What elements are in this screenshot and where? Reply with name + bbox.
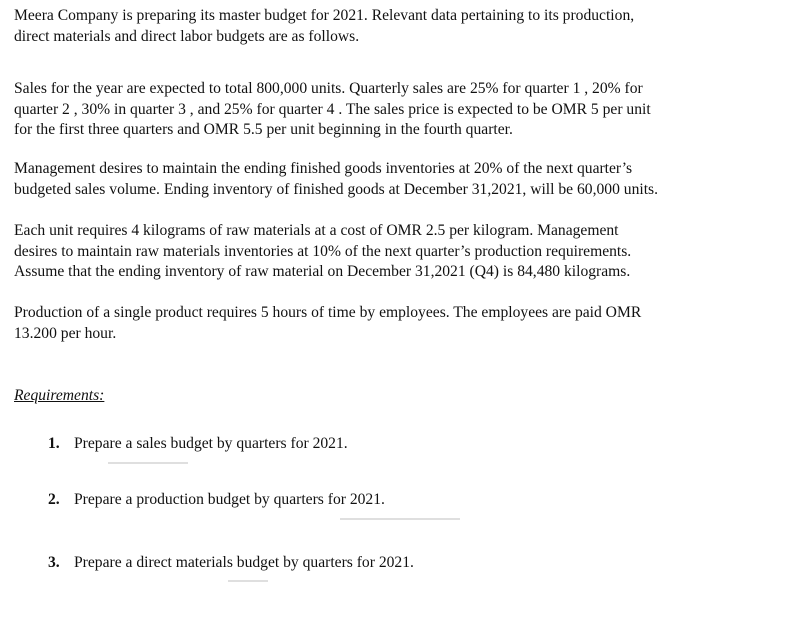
- requirement-number: 1.: [48, 435, 60, 452]
- requirement-item: [48, 434, 348, 454]
- finished-goods-paragraph: [14, 159, 794, 200]
- intro-paragraph: [14, 6, 794, 47]
- requirement-item: [48, 490, 385, 510]
- text-line: Each unit requires 4 kilograms of raw materials at a cost of OMR 2.5 per kilogram. Management: [14, 222, 619, 239]
- scan-smudge: [340, 518, 460, 520]
- raw-materials-paragraph: [14, 221, 794, 283]
- requirement-item: [48, 553, 414, 573]
- requirement-text: Prepare a direct materials budget by quarters for 2021.: [74, 554, 414, 571]
- requirement-number: 3.: [48, 554, 60, 571]
- requirement-text: Prepare a production budget by quarters for 2021.: [74, 491, 385, 508]
- text-line: Assume that the ending inventory of raw material on December 31,2021 (Q4) is 84,480 kilograms.: [14, 263, 631, 280]
- scan-smudge: [108, 462, 188, 464]
- text-line: direct materials and direct labor budgets are as follows.: [14, 27, 360, 45]
- text-line: desires to maintain raw materials inventories at 10% of the next quarter’s production requirements.: [14, 242, 632, 260]
- requirements-heading: Requirements:: [14, 387, 105, 404]
- text-line: Sales for the year are expected to total 800,000 units. Quarterly sales are 25% for quarter 1 , 20% for: [14, 80, 643, 97]
- requirement-number: 2.: [48, 491, 60, 508]
- text-line: for the first three quarters and OMR 5.5 per unit beginning in the fourth quarter.: [14, 121, 513, 138]
- text-line: Production of a single product requires 5 hours of time by employees. The employees are paid OMR: [14, 304, 642, 321]
- labor-paragraph: [14, 303, 794, 344]
- scan-smudge: [228, 580, 268, 582]
- text-line: 13.200 per hour.: [14, 324, 117, 342]
- text-line: quarter 2 , 30% in quarter 3 , and 25% for quarter 4 . The sales price is expected to be OMR 5 per unit: [14, 100, 651, 118]
- text-line: Management desires to maintain the ending finished goods inventories at 20% of the next quarter’s: [14, 160, 633, 177]
- text-line: Meera Company is preparing its master budget for 2021. Relevant data pertaining to its production,: [14, 7, 635, 24]
- text-line: budgeted sales volume. Ending inventory of finished goods at December 31,2021, will be 60,000 units.: [14, 180, 658, 198]
- requirement-text: Prepare a sales budget by quarters for 2021.: [74, 435, 348, 452]
- sales-paragraph: [14, 79, 794, 141]
